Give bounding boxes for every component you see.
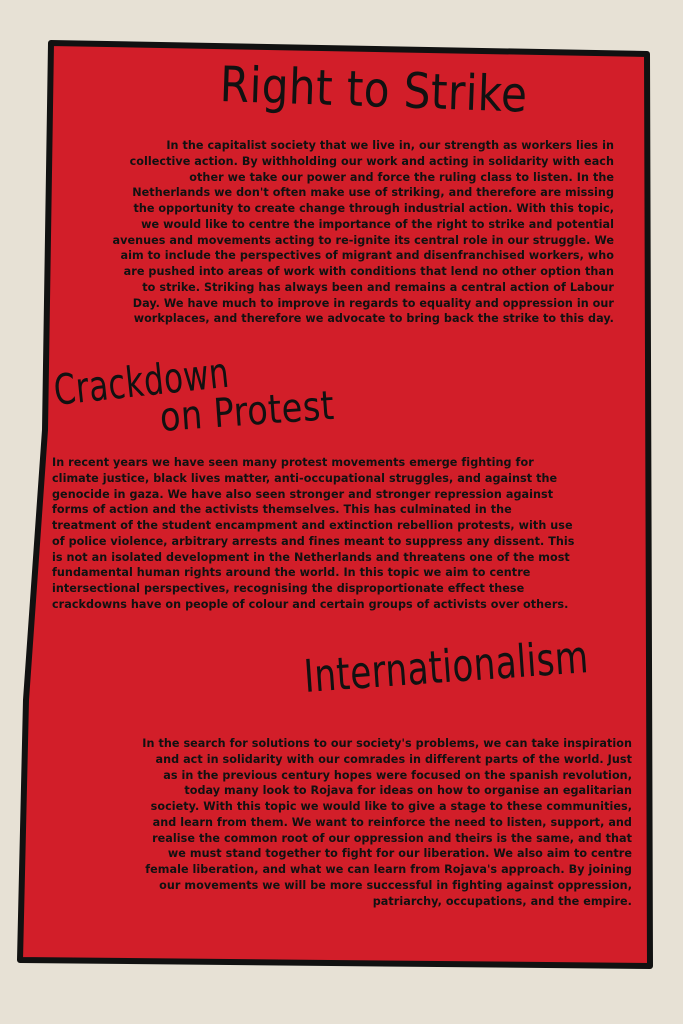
right-to-strike-heading: Right to Strike xyxy=(219,56,529,124)
crackdown-heading-line-2: on Protest xyxy=(158,382,336,441)
internationalism-text: In the search for solutions to our society's problems, we can take inspiration and act in solidarity with our comrades in different parts of the world. Just as in the previous century hopes were focused on the spanish revolution, today many look to Rojava for ideas on how to organise an egalitarian society. With this topic we would like to give a stage to these communities, and learn from them. We want to reinforce the need to listen, support, and realise the common root of our oppression and theirs is the same, and that we must stand together to fight for our liberation. We also aim to centre female liberation, and what we can learn from Rojava's approach. By joining our movements we will be more successful in fighting against oppression, patriarchy, occupations, and the empire. xyxy=(142,737,632,908)
crackdown-on-protest-text: In recent years we have seen many protest movements emerge fighting for climate justice, black lives matter, anti-occupational struggles, and against the genocide in gaza. We have also seen stronger and stronger repression against forms of action and the activists themselves. This has culminated in the treatment of the student encampment and extinction rebellion protests, with use of police violence, arbitrary arrests and fines meant to suppress any dissent. This is not an isolated development in the Netherlands and threatens one of the most fundamental human rights around the world. In this topic we aim to centre intersectional perspectives, recognising the disproportionate effect these crackdowns have on people of colour and certain groups of activists over others. xyxy=(52,456,575,611)
crackdown-heading-line-1: Crackdown xyxy=(51,347,232,415)
internationalism-heading: Internationalism xyxy=(302,630,591,703)
right-to-strike-text: In the capitalist society that we live in, our strength as workers lies in collective action. By withholding our work and acting in solidarity with each other we take our power and force the ruling class to listen. In the Netherlands we don't often make use of striking, and therefore are missing the opportunity to create change through industrial action. With this topic, we would like to centre the importance of the right to strike and potential avenues and movements acting to re-ignite its central role in our struggle. We aim to include the perspectives of migrant and disenfranchised workers, who are pushed into areas of work with conditions that lend no other option than to strike. Striking has always been and remains a central action of Labour Day. We have much to improve in regards to equality and oppression in our workplaces, and therefore we advocate to bring back the strike to this day. xyxy=(112,139,614,326)
